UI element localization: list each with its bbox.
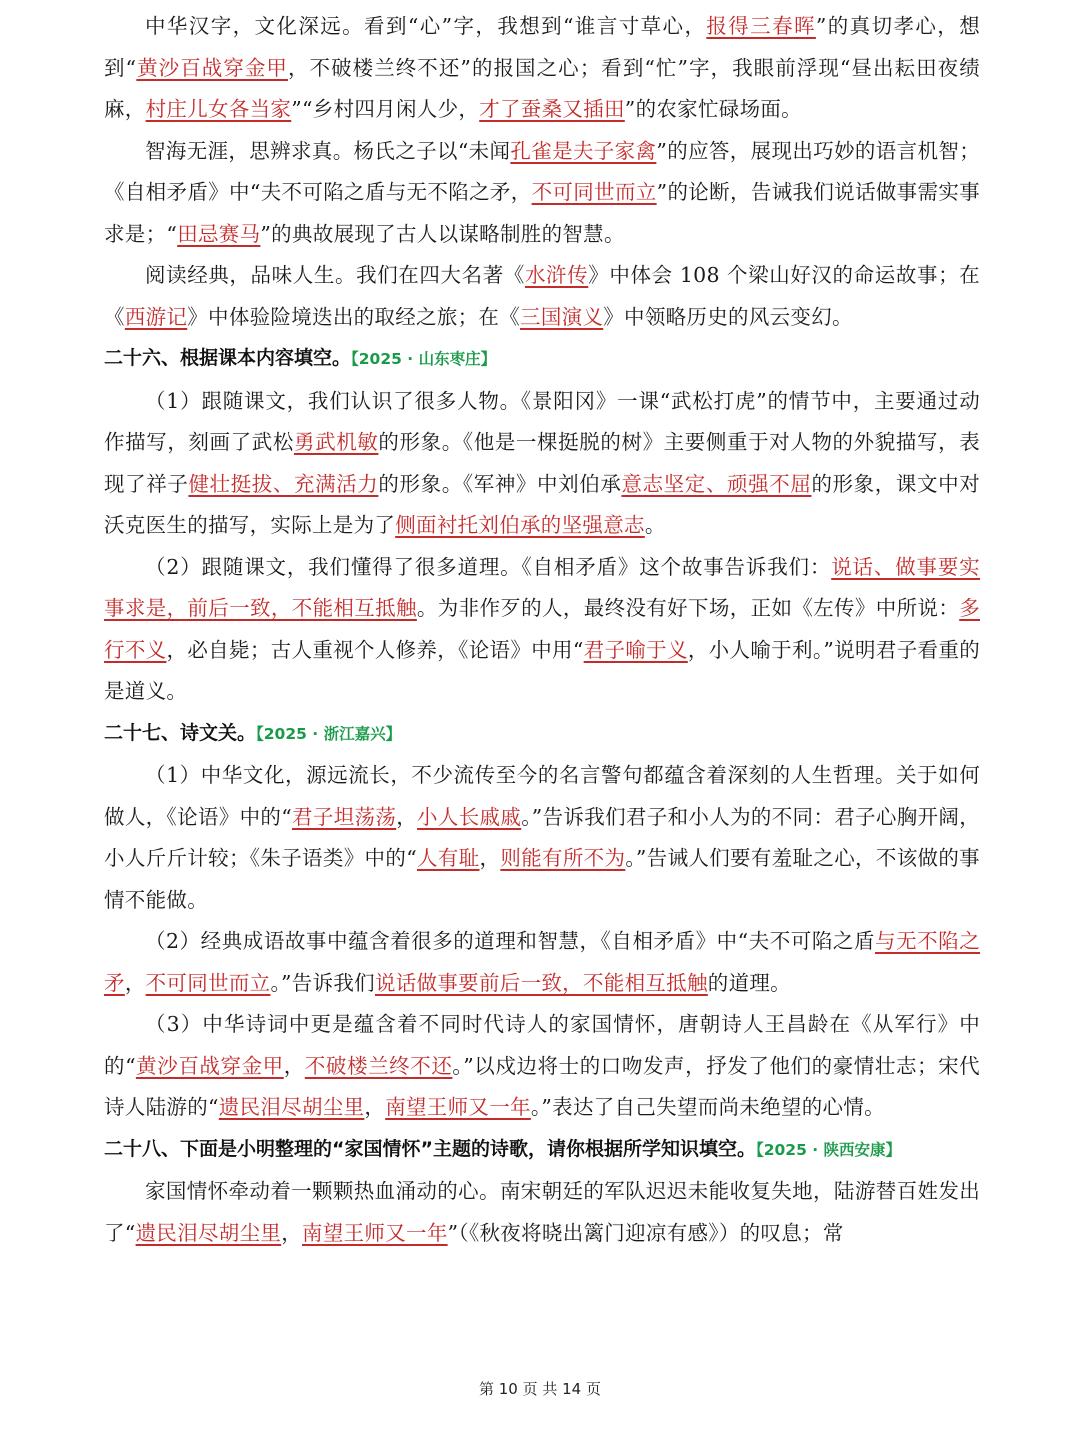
answer-text: 不可同世而立 (531, 180, 657, 204)
question-heading (104, 713, 980, 756)
answer-text: 黄沙百战穿金甲 (135, 1053, 284, 1078)
page-footer: 第 10 页 共 14 页 (478, 1380, 601, 1398)
text-paragraph (104, 755, 980, 921)
body-text: 的形象。《军神》中刘伯承 (378, 471, 622, 496)
body-text: ， (281, 1220, 303, 1245)
body-text: ”的典故展现了古人以谋略制胜的智慧。 (260, 221, 625, 246)
answer-text: 遗民泪尽胡尘里 (135, 1220, 282, 1245)
answer-text: 说话做事要前后一致，不能相互抵触 (374, 970, 708, 995)
answer-text: 君子喻于义 (583, 637, 688, 662)
body-text: 。”以戍边将士的口吻发声，抒发了他们的豪情壮志；宋代诗人陆游的“ (104, 1053, 980, 1119)
answer-text: 三国演义 (520, 304, 604, 329)
body-text: 》中体会 108 个梁山好汉的命运故事；在《 (104, 263, 980, 329)
source-tag: 【2025 · 山东枣庄】 (351, 350, 497, 368)
answer-text: 则能有所不为 (500, 846, 626, 870)
body-text: ”的农家忙碌场面。 (624, 97, 802, 121)
body-text: ， (364, 1095, 386, 1119)
body-text: ”的应答，展现出巧妙的语言机智；《自相矛盾》中“夫不可陷之盾与无不陷之矛， (104, 138, 981, 204)
answer-text: 南望王师又一年 (302, 1220, 448, 1245)
body-text: ， (283, 1053, 305, 1078)
answer-text: 君子坦荡荡 (292, 804, 397, 829)
text-paragraph (104, 255, 980, 338)
answer-text: 水浒传 (524, 263, 589, 287)
answer-text: 健壮挺拔、充满活力 (188, 471, 379, 496)
answer-text: 孔雀是夫子家禽 (510, 138, 657, 163)
answer-text: 南望王师又一年 (385, 1095, 531, 1119)
text-paragraph (104, 6, 980, 131)
text-paragraph (104, 547, 980, 713)
answer-text: 村庄儿女各当家 (145, 97, 292, 121)
body-text: 。 (644, 513, 666, 537)
body-text: 》中体验险境迭出的取经之旅；在《 (187, 304, 521, 329)
body-text: 。”告诉我们君子和小人为的不同：君子心胸开阔，小人斤斤计较；《朱子语类》中的“ (104, 804, 981, 870)
body-text: ，不破楼兰终不还”的报国之心；看到“忙”字，我眼前浮现“昼出耘田夜绩麻， (104, 55, 980, 121)
document-body (104, 6, 980, 1254)
answer-text: 不可同世而立 (145, 970, 271, 995)
answer-text: 田忌赛马 (177, 221, 261, 246)
text-paragraph (104, 921, 980, 1004)
body-text: 家国情怀牵动着一颗颗热血涌动的心。南宋朝廷的军队迟迟未能收复失地，陆游替百姓发出了“ (104, 1179, 980, 1245)
body-text: 的形象。《他是一棵挺脱的树》主要侧重于对人物的外貌描写，表现了祥子 (104, 430, 981, 496)
text-paragraph (104, 1004, 980, 1129)
body-text: 二十六、根据课本内容填空。 (104, 347, 352, 369)
answer-text: 意志坚定、顽强不屈 (621, 471, 812, 496)
answer-text: 说话、做事要实事求是，前后一致，不能相互抵触 (104, 554, 980, 620)
answer-text: 不破楼兰终不还 (304, 1053, 453, 1078)
answer-text: 勇武机敏 (293, 430, 379, 454)
body-text: （1）跟随课文，我们认识了很多人物。《景阳冈》一课“武松打虎”的情节中，主要通过动作描写，刻画了武松 (104, 388, 980, 454)
body-text: 。”表达了自己失望而尚未绝望的心情。 (530, 1095, 885, 1119)
answer-text: 人有耻 (416, 846, 480, 870)
body-text: ， (479, 846, 501, 870)
body-text: ，小人喻于利。”说明君子看重的是道义。 (104, 637, 981, 703)
body-text: （3）中华诗词中更是蕴含着不同时代诗人的家国情怀，唐朝诗人王昌龄在《从军行》中的“ (104, 1012, 980, 1078)
question-heading (104, 1129, 980, 1172)
answer-text: 报得三春晖 (706, 14, 816, 38)
body-text: ”的真切孝心，想到“ (104, 14, 980, 80)
body-text: 的道理。 (707, 970, 791, 995)
answer-text: 侧面衬托刘伯承的坚强意志 (395, 513, 645, 537)
body-text: 智海无涯，思辨求真。杨氏之子以“未闻 (145, 138, 511, 163)
body-text: （1）中华文化，源远流长，不少流传至今的名言警句都蕴含着深刻的人生哲理。关于如何做人，《论语》中的“ (104, 763, 980, 829)
answer-text: 小人长戚戚 (417, 804, 522, 829)
body-text: ，必自毙；古人重视个人修养，《论语》中用“ (166, 637, 584, 662)
answer-text: 多行不义 (104, 596, 980, 662)
body-text: ”的论断，告诫我们说话做事需实事求是；“ (104, 180, 981, 246)
body-text: ， (396, 804, 418, 829)
body-text: ， (124, 970, 146, 995)
answer-text: 才了蚕桑又插田 (479, 97, 625, 121)
source-tag: 【2025 · 浙江嘉兴】 (256, 724, 402, 743)
body-text: （2）跟随课文，我们懂得了很多道理。《自相矛盾》这个故事告诉我们： (145, 554, 832, 579)
body-text: 中华汉字，文化深远。看到“心”字，我想到“谁言寸草心， (145, 14, 707, 38)
body-text: 。为非作歹的人，最终没有好下场，正如《左传》中所说： (416, 596, 960, 620)
answer-text: 与无不陷之矛 (104, 929, 981, 995)
body-text: 二十八、下面是小明整理的“家国情怀”主题的诗歌，请你根据所学知识填空。 (104, 1137, 756, 1160)
body-text: ”“乡村四月闲人少， (291, 97, 480, 121)
question-heading (104, 338, 980, 381)
body-text: （2）经典成语故事中蕴含着很多的道理和智慧，《自相矛盾》中“夫不可陷之盾 (145, 929, 876, 953)
body-text: 。”告诫人们要有羞耻之心，不该做的事情不能做。 (104, 846, 980, 912)
body-text: 。”告诉我们 (270, 970, 375, 995)
body-text: 的形象，课文中对沃克医生的描写，实际上是为了 (104, 471, 981, 537)
text-paragraph (104, 131, 980, 256)
body-text: 阅读经典，品味人生。我们在四大名著《 (145, 263, 525, 287)
body-text: 》中领略历史的风云变幻。 (603, 304, 853, 329)
body-text: ”（《秋夜将晓出篱门迎凉有感》）的叹息；常 (447, 1220, 844, 1245)
answer-text: 西游记 (124, 304, 188, 329)
answer-text: 遗民泪尽胡尘里 (218, 1095, 365, 1119)
text-paragraph (104, 381, 980, 547)
source-tag: 【2025 · 陕西安康】 (755, 1140, 902, 1159)
answer-text: 黄沙百战穿金甲 (136, 55, 288, 80)
text-paragraph (104, 1171, 980, 1254)
body-text: 二十七、诗文关。 (104, 721, 257, 744)
